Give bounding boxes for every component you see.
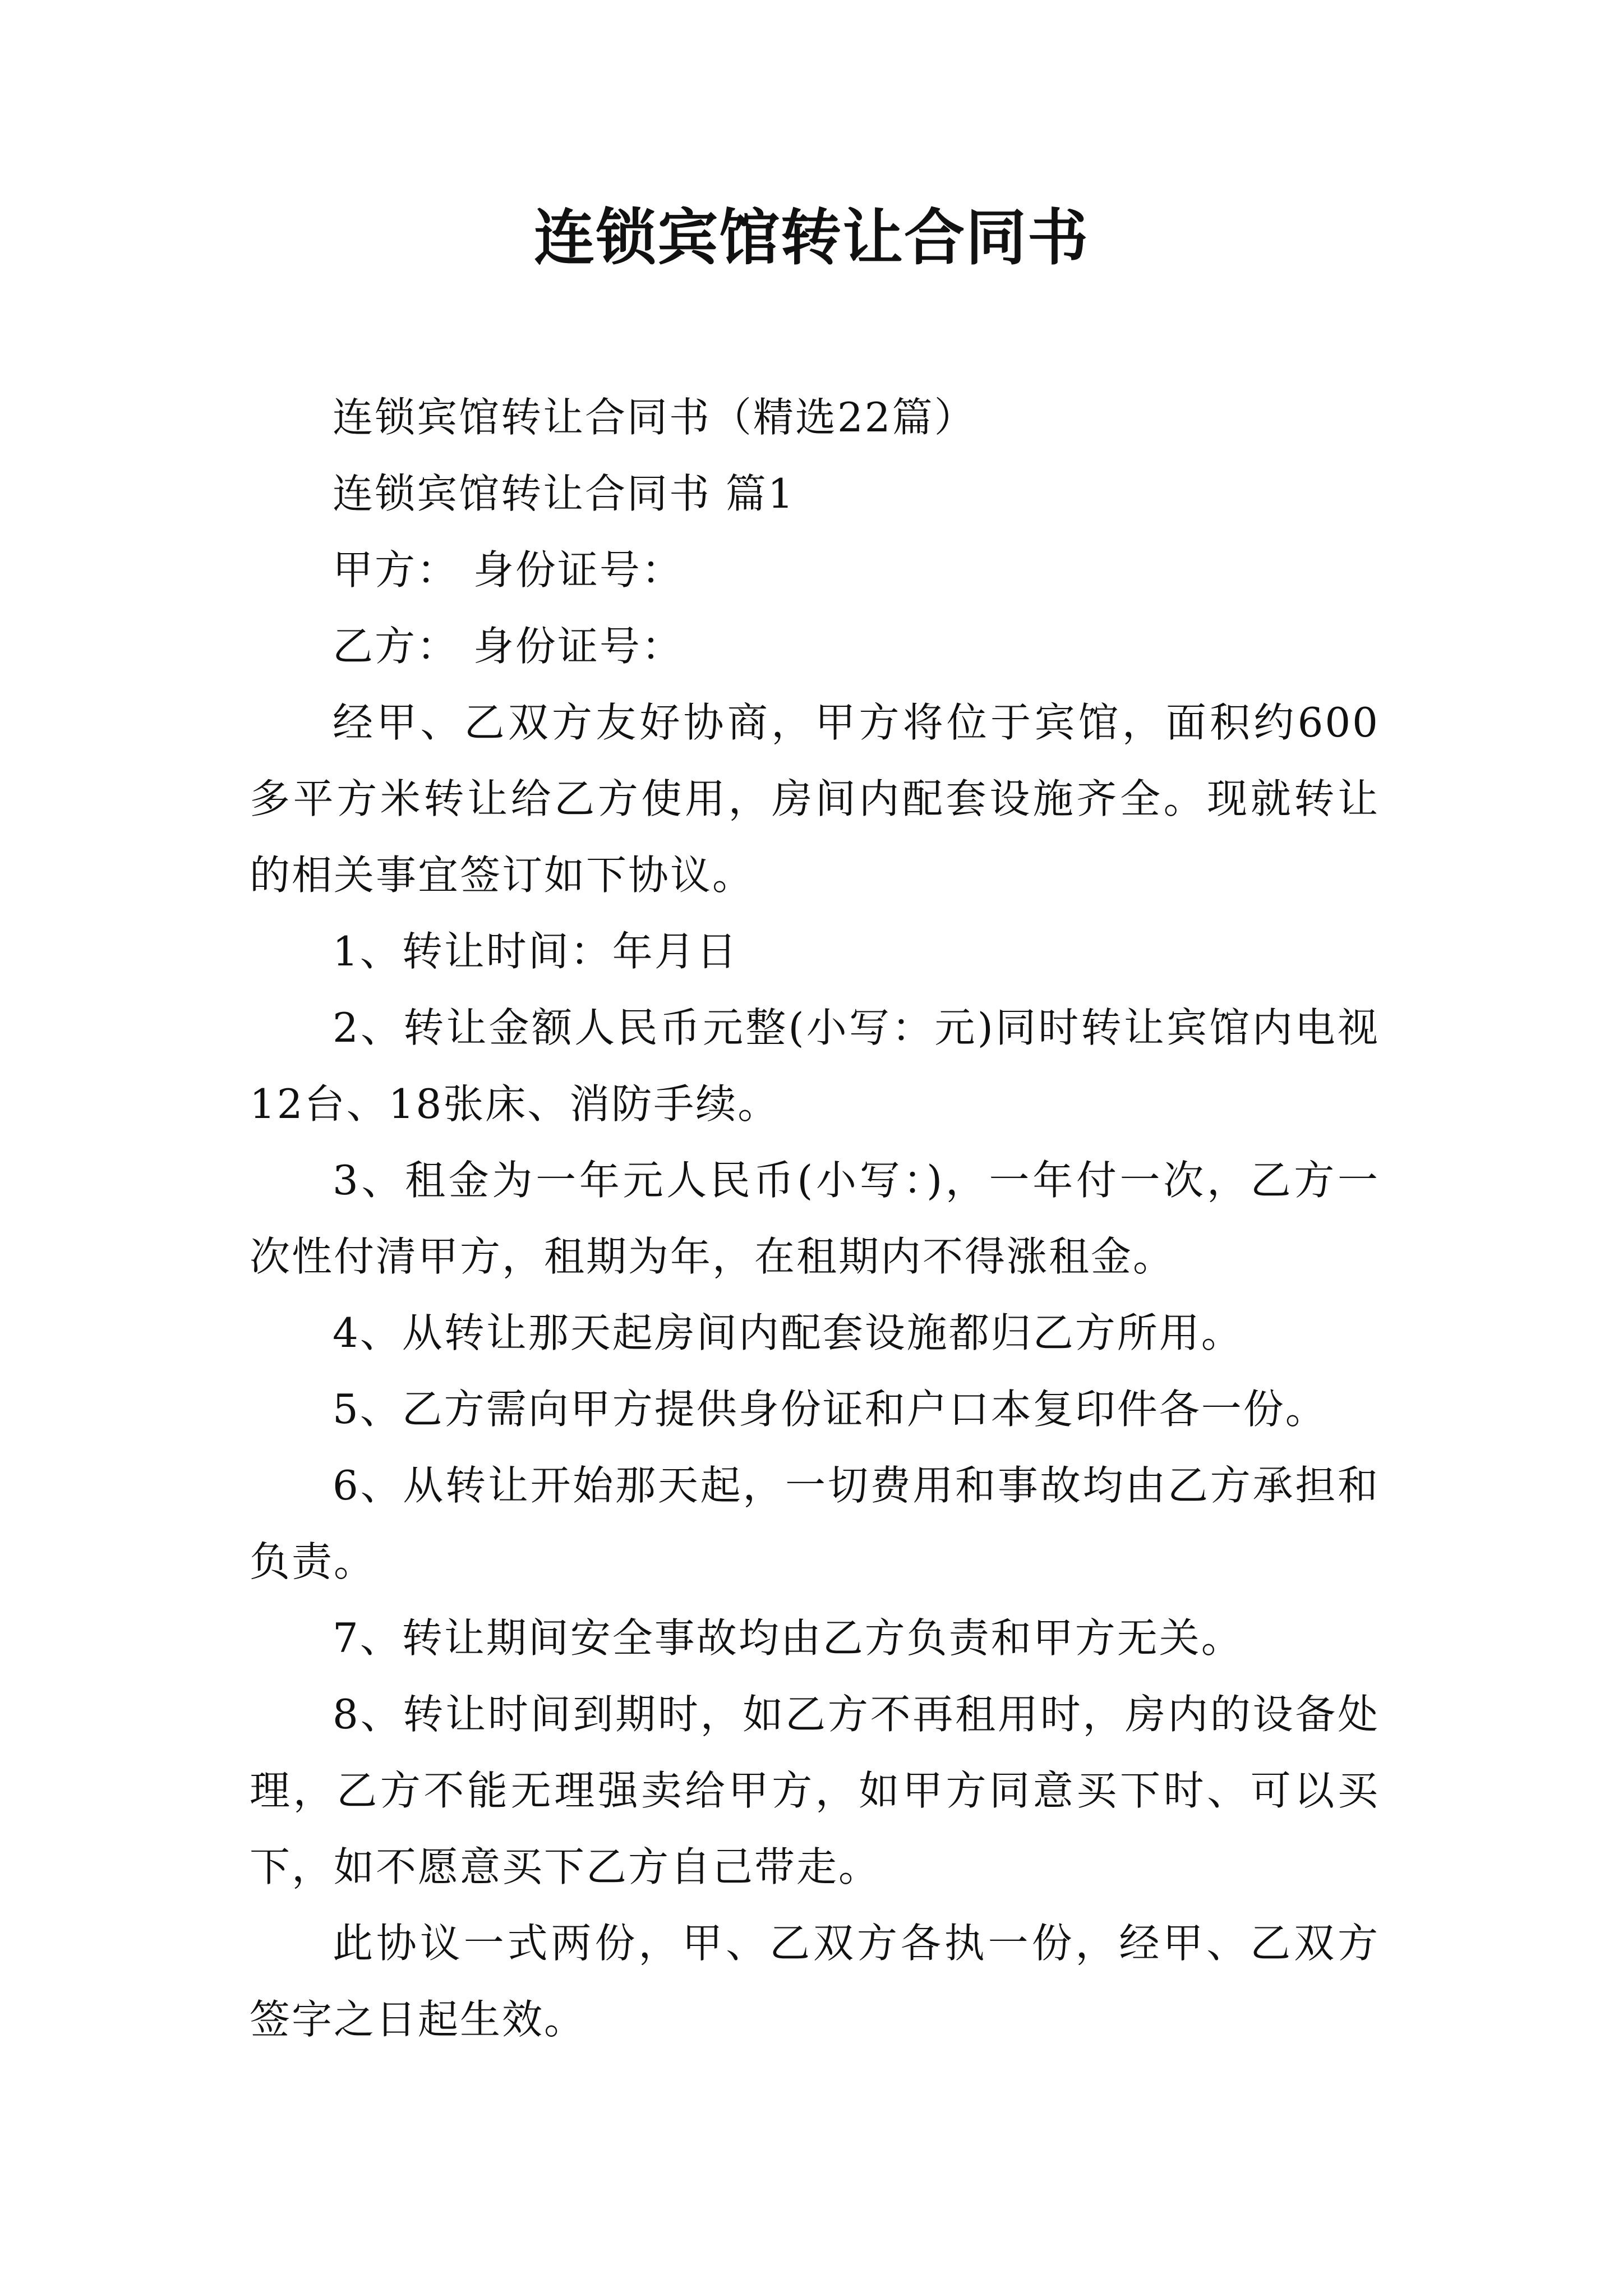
- intro-paragraph: 经甲、乙双方友好协商，甲方将位于宾馆，面积约600多平方米转让给乙方使用，房间内配套设施齐全。现就转让的相关事宜签订如下协议。: [250, 699, 1380, 899]
- party-a-line: 甲方： 身份证号：: [333, 546, 684, 593]
- document-body: [250, 379, 1380, 2058]
- clause-6: 6、从转让开始那天起，一切费用和事故均由乙方承担和负责。: [250, 1462, 1380, 1585]
- clause-3: 3、租金为一年元人民币(小写：)，一年付一次，乙方一次性付清甲方，租期为年，在租期内不得涨租金。: [250, 1157, 1380, 1280]
- clause-5: 5、乙方需向甲方提供身份证和户口本复印件各一份。: [333, 1386, 1327, 1433]
- closing-paragraph: 此协议一式两份，甲、乙双方各执一份，经甲、乙双方签字之日起生效。: [250, 1920, 1380, 2043]
- clause-2: 2、转让金额人民币元整(小写：元)同时转让宾馆内电视12台、18张床、消防手续。: [250, 1004, 1380, 1128]
- party-b-line: 乙方： 身份证号：: [333, 623, 684, 670]
- clause-4: 4、从转让那天起房间内配套设施都归乙方所用。: [333, 1309, 1243, 1356]
- clause-1: 1、转让时间：年月日: [333, 928, 739, 975]
- doc-subtitle: 连锁宾馆转让合同书（精选22篇）: [333, 394, 976, 441]
- clause-8: 8、转让时间到期时，如乙方不再租用时，房内的设备处理，乙方不能无理强卖给甲方，如甲方同意买下时、可以买下，如不愿意买下乙方自己带走。: [250, 1691, 1380, 1890]
- clause-7: 7、转让期间安全事故均由乙方负责和甲方无关。: [333, 1614, 1243, 1662]
- section-heading: 连锁宾馆转让合同书 篇1: [333, 470, 795, 517]
- document-title: 连锁宾馆转让合同书: [533, 203, 1089, 273]
